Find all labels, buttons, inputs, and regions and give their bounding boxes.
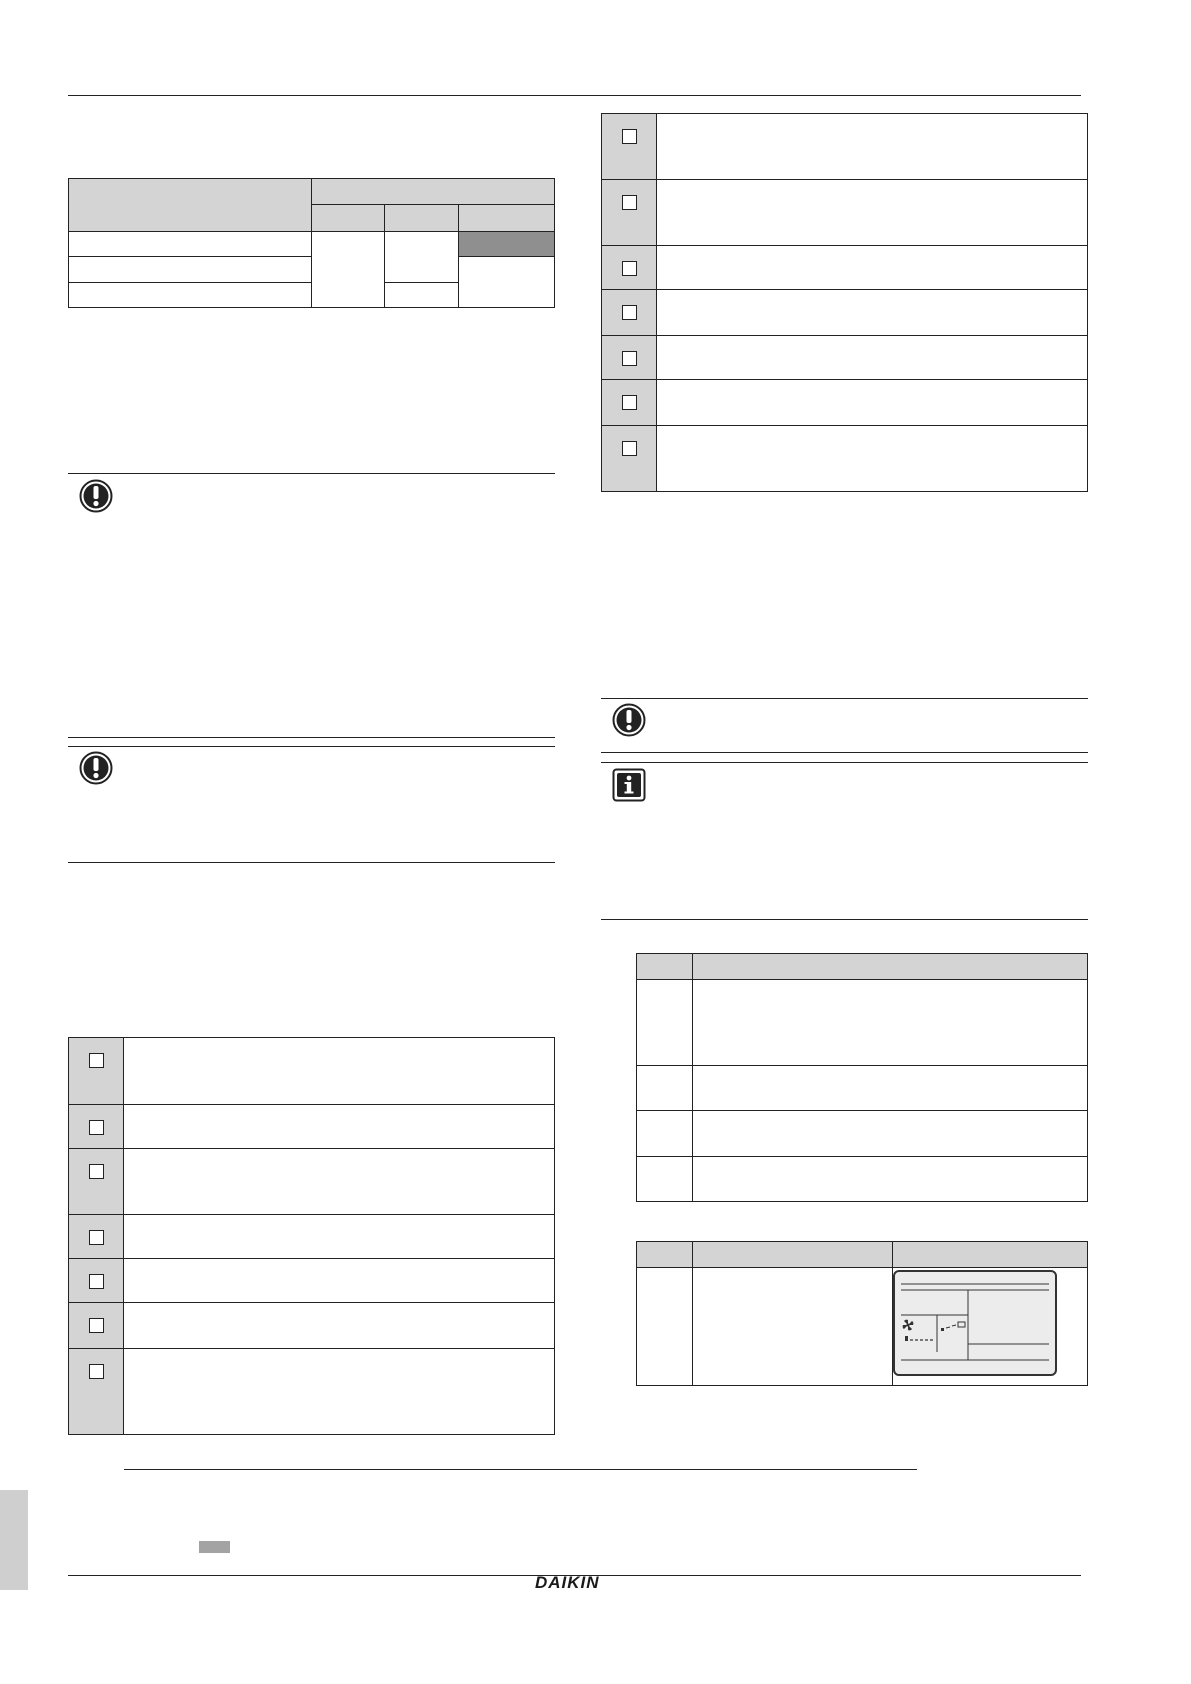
checklist-right-cb-cell <box>602 426 657 492</box>
empty-checkbox-icon[interactable] <box>622 441 637 456</box>
empty-checkbox-icon[interactable] <box>89 1164 104 1179</box>
checklist-left-cb-cell <box>69 1259 124 1303</box>
spec-table-header-group <box>312 179 555 205</box>
empty-checkbox-icon[interactable] <box>89 1120 104 1135</box>
footnote-rule <box>124 1469 917 1470</box>
notice-2-bottom-rule <box>68 862 555 863</box>
empty-checkbox-icon[interactable] <box>622 305 637 320</box>
empty-checkbox-icon[interactable] <box>89 1274 104 1289</box>
code-table-code-cell <box>637 1066 693 1111</box>
checklist-left-cb-cell <box>69 1215 124 1259</box>
code-table-desc-cell <box>693 1111 1088 1157</box>
checklist-right-text <box>657 180 1088 246</box>
notice-3-top-rule <box>601 698 1088 699</box>
code-table <box>636 953 1088 1202</box>
info-top-rule <box>601 762 1088 763</box>
spec-table-header-main <box>69 179 312 232</box>
spec-table-header-col2 <box>385 205 459 232</box>
checklist-right <box>601 113 1088 492</box>
empty-checkbox-icon[interactable] <box>622 395 637 410</box>
controller-display <box>893 1270 1057 1376</box>
spec-table-row3-label <box>69 283 312 308</box>
empty-checkbox-icon[interactable] <box>89 1230 104 1245</box>
exclamation-circle-icon <box>79 479 113 513</box>
checklist-right-text <box>657 114 1088 180</box>
code-table-code-cell <box>637 1157 693 1202</box>
checklist-left-cb-cell <box>69 1105 124 1149</box>
checklist-right-cb-cell <box>602 336 657 380</box>
spec-table <box>68 178 555 308</box>
checklist-right-cb-cell <box>602 290 657 336</box>
info-box-icon <box>612 768 646 802</box>
spec-table-col2-cell <box>385 232 459 283</box>
checklist-left-cb-cell <box>69 1349 124 1435</box>
empty-checkbox-icon[interactable] <box>89 1364 104 1379</box>
spec-table-row3-col2 <box>385 283 459 308</box>
checklist-right-text <box>657 336 1088 380</box>
checklist-right-text <box>657 380 1088 426</box>
empty-checkbox-icon[interactable] <box>89 1318 104 1333</box>
footnote-shade-mark <box>199 1541 230 1553</box>
checklist-left-text <box>124 1259 555 1303</box>
code-table-code-cell <box>637 980 693 1066</box>
info-bottom-rule <box>601 919 1088 920</box>
spec-table-shaded-cell <box>459 232 555 257</box>
arrow-indicator-icon <box>941 1322 965 1331</box>
checklist-left-cb-cell <box>69 1303 124 1349</box>
checklist-left-text <box>124 1105 555 1149</box>
display-table-code-cell <box>637 1268 693 1386</box>
notice-1-bottom-rule <box>68 737 555 738</box>
checklist-left-text <box>124 1303 555 1349</box>
empty-checkbox-icon[interactable] <box>622 195 637 210</box>
empty-checkbox-icon[interactable] <box>622 351 637 366</box>
side-tab <box>0 1490 28 1590</box>
empty-checkbox-icon[interactable] <box>89 1053 104 1068</box>
checklist-right-text <box>657 426 1088 492</box>
checklist-left-cb-cell <box>69 1149 124 1215</box>
empty-checkbox-icon[interactable] <box>622 261 637 276</box>
checklist-left-text <box>124 1038 555 1105</box>
spec-table-col1-cell <box>312 232 385 308</box>
checklist-right-cb-cell <box>602 114 657 180</box>
fan-icon <box>903 1320 914 1331</box>
checklist-right-text <box>657 290 1088 336</box>
checklist-right-cb-cell <box>602 246 657 290</box>
exclamation-circle-icon <box>79 751 113 785</box>
checklist-right-cb-cell <box>602 380 657 426</box>
checklist-left-text <box>124 1349 555 1435</box>
spec-table-row1-label <box>69 232 312 257</box>
spec-table-col3-cell <box>459 257 555 308</box>
code-table-desc-cell <box>693 1157 1088 1202</box>
notice-3-bottom-rule <box>601 752 1088 753</box>
checklist-left-text <box>124 1215 555 1259</box>
checklist-left-cb-cell <box>69 1038 124 1105</box>
checklist-left <box>68 1037 555 1435</box>
spec-table-header-col3 <box>459 205 555 232</box>
notice-1-top-rule <box>68 473 555 474</box>
display-table-header-code <box>637 1242 693 1268</box>
daikin-logo: DAIKIN <box>535 1573 600 1592</box>
display-table-desc-cell <box>693 1268 893 1386</box>
checklist-right-cb-cell <box>602 180 657 246</box>
display-table-header-display <box>893 1242 1088 1268</box>
spec-table-header-col1 <box>312 205 385 232</box>
level-bar-icon <box>905 1336 935 1341</box>
code-table-desc-cell <box>693 1066 1088 1111</box>
checklist-left-text <box>124 1149 555 1215</box>
code-table-desc-cell <box>693 980 1088 1066</box>
checklist-right-text <box>657 246 1088 290</box>
exclamation-circle-icon <box>612 703 646 737</box>
notice-2-top-rule <box>68 746 555 747</box>
controller-display-graphic <box>895 1272 1055 1374</box>
code-table-code-cell <box>637 1111 693 1157</box>
display-table-header-desc <box>693 1242 893 1268</box>
empty-checkbox-icon[interactable] <box>622 129 637 144</box>
header-rule <box>68 95 1081 96</box>
code-table-header-desc <box>693 954 1088 980</box>
code-table-header-code <box>637 954 693 980</box>
spec-table-row2-label <box>69 257 312 283</box>
